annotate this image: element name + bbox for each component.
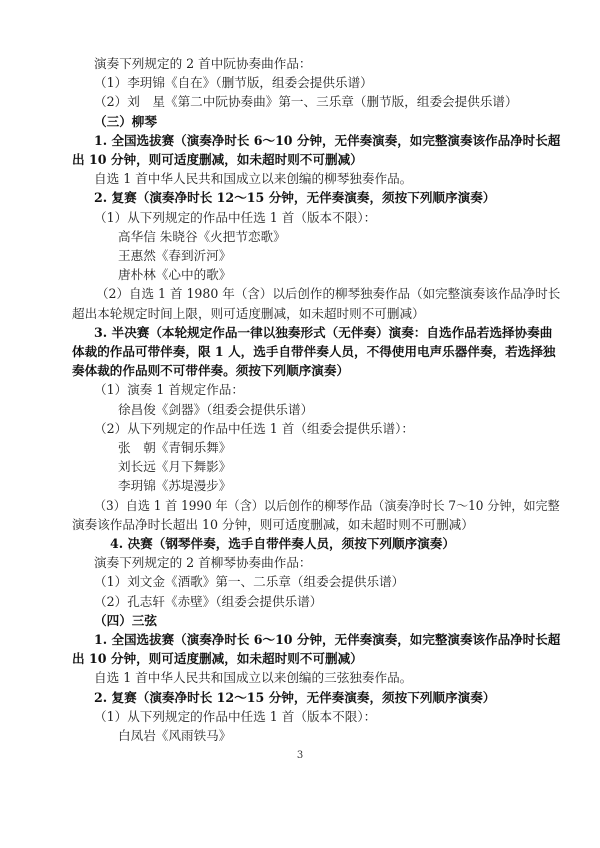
subsection-heading: 出 10 分钟，则可适度删减，如未超时则不可删减）	[72, 152, 363, 167]
subsection-heading: 1. 全国选拔赛（演奏净时长 6～10 分钟，无伴奏演奏，如完整演奏该作品净时长超	[94, 132, 561, 148]
text-line: 自选 1 首中华人民共和国成立以来创编的柳琴独奏作品。	[94, 171, 413, 187]
work-item: 刘长远《月下舞影》	[118, 459, 232, 475]
text-line: （1）刘文金《酒歌》第一、二乐章（组委会提供乐谱）	[94, 574, 405, 590]
subsection-heading: 3. 半决赛（本轮规定作品一律以独奏形式（无伴奏）演奏：自选作品若选择协奏曲	[94, 324, 553, 340]
work-item: 白凤岩《风雨铁马》	[118, 728, 232, 743]
text-line: 自选 1 首中华人民共和国成立以来创编的三弦独奏作品。	[94, 670, 413, 686]
text-line: 演奏下列规定的 2 首中阮协奏曲作品：	[94, 56, 312, 71]
subsection-heading: 奏体裁的作品则不可带伴奏。须按下列顺序演奏）	[72, 363, 350, 379]
text-line: （2）刘 星《第二中阮协奏曲》第一、三乐章（删节版，组委会提供乐谱）	[94, 94, 518, 110]
text-line: （2）自选 1 首 1980 年（含）以后创作的柳琴独奏作品（如完整演奏该作品净时长	[96, 286, 561, 302]
text-line: （1）从下列规定的作品中任选 1 首（版本不限）：	[94, 708, 377, 724]
subsection-heading: 1. 全国选拔赛（演奏净时长 6～10 分钟，无伴奏演奏，如完整演奏该作品净时长超	[94, 632, 561, 647]
page-number: 3	[296, 750, 304, 762]
text-line: （2）孔志轩《赤壁》（组委会提供乐谱）	[94, 593, 323, 609]
text-line: （2）从下列规定的作品中任选 1 首（组委会提供乐谱）：	[94, 420, 414, 436]
text-line: （1）从下列规定的作品中任选 1 首（版本不限）：	[94, 209, 377, 225]
text-line: 演奏该作品净时长超出 10 分钟，则可适度删减，如未超时则不可删减）	[72, 516, 474, 532]
subsection-heading: 2. 复赛（演奏净时长 12～15 分钟，无伴奏演奏，须按下列顺序演奏）	[94, 689, 496, 705]
text-line: （1）演奏 1 首规定作品：	[94, 382, 244, 398]
subsection-heading: 4. 决赛（钢琴伴奏，选手自带伴奏人员，须按下列顺序演奏）	[110, 536, 455, 551]
text-line: （1）李玥锦《自在》（删节版，组委会提供乐谱）	[94, 75, 373, 91]
work-item: 高华信 朱晓谷《火把节恋歌》	[118, 228, 286, 244]
subsection-heading: 出 10 分钟，则可适度删减，如未超时则不可删减）	[72, 651, 363, 667]
work-item: 唐朴林《心中的歌》	[118, 267, 232, 283]
subsection-heading: 体裁的作品可带伴奏，限 1 人，选手自带伴奏人员，不得使用电声乐器伴奏，若选择独	[72, 344, 556, 359]
work-item: 李玥锦《苏堤漫步》	[118, 478, 232, 494]
text-line: 超出本轮规定时间上限，则可适度删减，如未超时则不可删减）	[72, 305, 425, 321]
work-item: 徐昌俊《剑器》（组委会提供乐谱）	[118, 401, 314, 417]
work-item: 张 朝《青铜乐舞》	[118, 440, 232, 455]
work-item: 王惠然《春到沂河》	[118, 248, 232, 263]
section-heading: （四）三弦	[94, 612, 157, 628]
section-heading: （三）柳琴	[94, 113, 157, 129]
subsection-heading: 2. 复赛（演奏净时长 12～15 分钟，无伴奏演奏，须按下列顺序演奏）	[94, 190, 496, 206]
text-line: 演奏下列规定的 2 首柳琴协奏曲作品：	[94, 555, 312, 571]
text-line: （3）自选 1 首 1990 年（含）以后创作的柳琴作品（演奏净时长 7～10 分钟，如完整	[94, 497, 560, 513]
